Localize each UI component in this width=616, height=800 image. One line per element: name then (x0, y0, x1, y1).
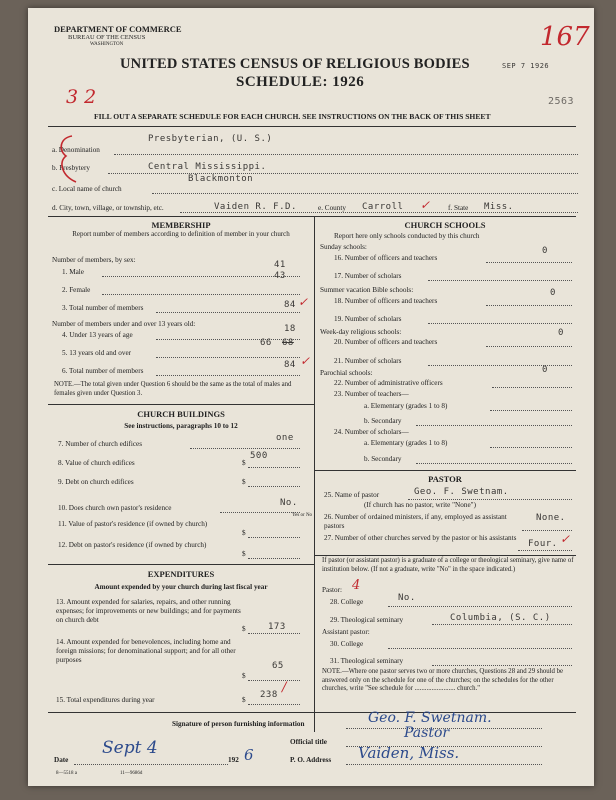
q7-value: one (276, 433, 294, 443)
q24b-line (416, 463, 572, 464)
received-date-stamp: SEP 7 1926 (502, 62, 550, 70)
red-bracket-mark (52, 134, 82, 186)
dollar-sign: $ (242, 672, 246, 680)
q6-line (156, 375, 300, 376)
q1-value: 41 (274, 260, 286, 270)
local-name-value: Blackmonton (188, 174, 254, 184)
q24b-label: b. Secondary (364, 455, 402, 463)
by-sex-label: Number of members, by sex: (52, 256, 136, 264)
q6-label: 6. Total number of members (62, 367, 144, 375)
q4-line (156, 339, 300, 340)
q19-label: 19. Number of scholars (334, 315, 402, 323)
expenditures-title: EXPENDITURES (147, 569, 215, 579)
q24-label: 24. Number of scholars— (334, 428, 409, 436)
q26-value: None. (536, 513, 566, 523)
q18-line (486, 305, 572, 306)
q13-label: 13. Amount expended for salaries, repairs, and other running expenses; for improvements or new buildings; and for payments on church debt (56, 598, 241, 624)
q8-line (248, 467, 300, 468)
q18-label: 18. Number of officers and teachers (334, 297, 438, 305)
print-number: 11—9686d (120, 771, 143, 776)
q17-line (428, 280, 572, 281)
q20-value: 0 (558, 328, 564, 338)
q21-line (428, 365, 572, 366)
year-suffix: 6 (244, 746, 254, 764)
date-line (74, 764, 228, 765)
sunday-label: Sunday schools: (320, 243, 367, 251)
rule (314, 470, 576, 471)
city-label: d. City, town, village, or township, etc. (52, 204, 164, 212)
q31-line (432, 665, 572, 666)
schools-title: CHURCH SCHOOLS (404, 220, 486, 230)
check-mark: ✓ (420, 198, 431, 212)
schedule-title: SCHEDULE: 1926 (236, 74, 365, 90)
q26-label: 26. Number of ordained ministers, if any, employed as assistant pastors (324, 513, 507, 530)
q10-value: No. (280, 498, 298, 508)
assistant-sublabel: Assistant pastor: (322, 628, 370, 636)
q27-line (518, 550, 572, 551)
q29-label: 29. Theological seminary (330, 616, 404, 624)
q30-label: 30. College (330, 640, 364, 648)
city-value: Vaiden R. F.D. (214, 202, 297, 212)
vacation-label: Summer vacation Bible schools: (320, 286, 414, 294)
membership-note: NOTE.—The total given under Question 6 should be the same as the total of males and females given under Question 3. (54, 381, 292, 397)
q2-value: 43 (274, 271, 286, 281)
q6-value: 84 (284, 360, 296, 370)
q5-struck-value: 68 (282, 338, 294, 348)
pastor-sublabel: Pastor: (322, 586, 342, 594)
q1-line (102, 276, 300, 277)
pastor-mark: 4 (352, 578, 361, 593)
q22-line (492, 387, 572, 388)
q28-value: No. (398, 593, 416, 603)
q11-line (248, 537, 300, 538)
q20-label: 20. Number of officers and teachers (334, 338, 438, 346)
q11-label: 11. Value of pastor's residence (if owned by church) (58, 520, 208, 528)
bureau-label: BUREAU OF THE CENSUS (68, 34, 146, 41)
q17-label: 17. Number of scholars (334, 272, 402, 280)
rule (48, 216, 576, 217)
department-label: DEPARTMENT OF COMMERCE (54, 24, 182, 34)
margin-mark: 3 2 (66, 86, 97, 108)
q29-value: Columbia, (S. C.) (450, 613, 551, 623)
q3-line (156, 312, 300, 313)
q15-label: 15. Total expenditures during year (56, 696, 155, 704)
signature-value: Geo. F. Swetnam. (368, 710, 492, 726)
q23-label: 23. Number of teachers— (334, 390, 409, 398)
q23a-label: a. Elementary (grades 1 to 8) (364, 402, 448, 410)
local-name-line (152, 193, 578, 194)
presbytery-line (108, 173, 578, 174)
parochial-label: Parochial schools: (320, 369, 373, 377)
q23a-line (490, 410, 572, 411)
q12-label: 12. Debt on pastor's residence (if owned by church) (58, 541, 207, 549)
buildings-sub: See instructions, paragraphs 10 to 12 (124, 422, 238, 430)
q8-label: 8. Value of church edifices (58, 459, 135, 467)
expenditures-sub: Amount expended by your church during last fiscal year (94, 583, 268, 591)
q24a-line (490, 447, 572, 448)
q1-label: 1. Male (62, 268, 84, 276)
pastor-note: NOTE.—Where one pastor serves two or more churches, Questions 28 and 29 should be answered only on the schedule for one of the churches; on the schedules for the other churches, write "See schedule for ........................ church." (322, 668, 564, 692)
q23b-label: b. Secondary (364, 417, 402, 425)
official-title-label: Official title (290, 738, 327, 746)
q12-line (248, 558, 300, 559)
dollar-sign: $ (242, 550, 246, 558)
q5-line (156, 357, 300, 358)
buildings-title: CHURCH BUILDINGS (137, 409, 225, 419)
check-mark: ✓ (300, 354, 311, 368)
q21-label: 21. Number of scholars (334, 357, 402, 365)
check-mark: ✓ (298, 295, 309, 309)
q16-line (486, 262, 572, 263)
date-value: Sept 4 (102, 738, 158, 758)
washington-label: WASHINGTON (90, 42, 124, 47)
q20-line (486, 346, 572, 347)
dollar-sign: $ (242, 478, 246, 486)
q5-label: 5. 13 years old and over (62, 349, 132, 357)
instruction-line: FILL OUT A SEPARATE SCHEDULE FOR EACH CHURCH. SEE INSTRUCTIONS ON THE BACK OF THIS SHEET (94, 112, 491, 121)
q3-label: 3. Total number of members (62, 304, 144, 312)
pastor-title: PASTOR (428, 474, 462, 484)
q25-note: (If church has no pastor, write "None") (364, 501, 476, 509)
state-label: f. State (448, 204, 469, 212)
check-mark: / (282, 680, 287, 695)
q27-label: 27. Number of other churches served by the pastor or his assistants (324, 534, 517, 542)
q13-value: 173 (268, 622, 286, 632)
q25-value: Geo. F. Swetnam. (414, 487, 509, 497)
po-address-line (346, 764, 542, 765)
form-title: UNITED STATES CENSUS OF RELIGIOUS BODIES (120, 56, 470, 72)
local-name-label: c. Local name of church (52, 185, 122, 193)
rule (48, 404, 314, 405)
dollar-sign: $ (242, 459, 246, 467)
date-label: Date (54, 756, 69, 764)
q27-value: Four. (528, 539, 558, 549)
q14-line (248, 680, 300, 681)
q10-line (220, 512, 300, 513)
q25-label: 25. Name of pastor (324, 491, 380, 499)
q22-value: 0 (542, 365, 548, 375)
q14-value: 65 (272, 661, 284, 671)
q5-value: 66 (260, 338, 272, 348)
serial-number: 2563 (548, 96, 575, 107)
year-prefix: 192 (228, 756, 239, 764)
graduate-note: If pastor (or assistant pastor) is a graduate of a college or theological seminary, give name of institution below. (If not a graduate, write "No" in the space indicated.) (322, 557, 574, 573)
q7-line (190, 448, 300, 449)
q29-line (432, 624, 572, 625)
q30-line (388, 648, 572, 649)
q19-line (428, 323, 572, 324)
denomination-line (114, 154, 578, 155)
q22-label: 22. Number of administrative officers (334, 379, 443, 387)
po-address-label: P. O. Address (290, 756, 332, 764)
form-number: 8—5518 a (56, 771, 77, 776)
check-mark: ✓ (560, 532, 571, 546)
q9-label: 9. Debt on church edifices (58, 478, 134, 486)
q13-line (248, 633, 300, 634)
q14-label: 14. Amount expended for benevolences, including home and foreign missions; for denominational support; and for all other purposes (56, 638, 236, 664)
q18-value: 0 (550, 288, 556, 298)
census-form-sheet (28, 8, 594, 786)
age-intro: Number of members under and over 13 years old: (52, 320, 196, 328)
q2-line (102, 294, 300, 295)
q28-line (388, 606, 572, 607)
presbytery-label: b. Presbytery (52, 164, 90, 172)
county-value: Carroll (362, 202, 404, 212)
record-number: 167 (540, 22, 590, 52)
state-value: Miss. (484, 202, 514, 212)
rule (314, 555, 576, 556)
po-address-value: Vaiden, Miss. (358, 744, 460, 762)
q16-label: 16. Number of officers and teachers (334, 254, 438, 262)
rule (48, 564, 314, 565)
dollar-sign: $ (242, 529, 246, 537)
q9-line (248, 486, 300, 487)
schools-intro: Report here only schools conducted by this church (334, 232, 480, 240)
q2-label: 2. Female (62, 286, 91, 294)
q10-label: 10. Does church own pastor's residence (58, 504, 172, 512)
dollar-sign: $ (242, 696, 246, 704)
q16-value: 0 (542, 246, 548, 256)
membership-title: MEMBERSHIP (151, 220, 211, 230)
q25-line (408, 499, 572, 500)
denomination-label: a. Denomination (52, 146, 100, 154)
q31-label: 31. Theological seminary (330, 657, 404, 665)
q15-line (248, 704, 300, 705)
county-label: e. County (318, 204, 346, 212)
q23b-line (416, 425, 572, 426)
weekday-label: Week-day religious schools: (320, 328, 402, 336)
dollar-sign: $ (242, 625, 246, 633)
q15-value: 238 (260, 690, 278, 700)
presbytery-value: Central Mississippi. (148, 162, 267, 172)
city-line (180, 212, 578, 213)
q7-label: 7. Number of church edifices (58, 440, 143, 448)
q28-label: 28. College (330, 598, 364, 606)
denomination-value: Presbyterian, (U. S.) (148, 134, 273, 144)
q8-value: 500 (250, 451, 268, 461)
q26-line (522, 530, 572, 531)
yes-or-no-hint: Yes or No (292, 513, 313, 518)
official-title-value: Pastor (404, 725, 450, 741)
q4-label: 4. Under 13 years of age (62, 331, 133, 339)
signature-label: Signature of person furnishing information (172, 720, 305, 728)
q4-value: 18 (284, 324, 296, 334)
membership-intro: Report number of members according to definition of member in your church (72, 230, 290, 238)
q3-value: 84 (284, 300, 296, 310)
q24a-label: a. Elementary (grades 1 to 8) (364, 439, 448, 447)
rule (48, 126, 576, 127)
rule (48, 712, 576, 713)
